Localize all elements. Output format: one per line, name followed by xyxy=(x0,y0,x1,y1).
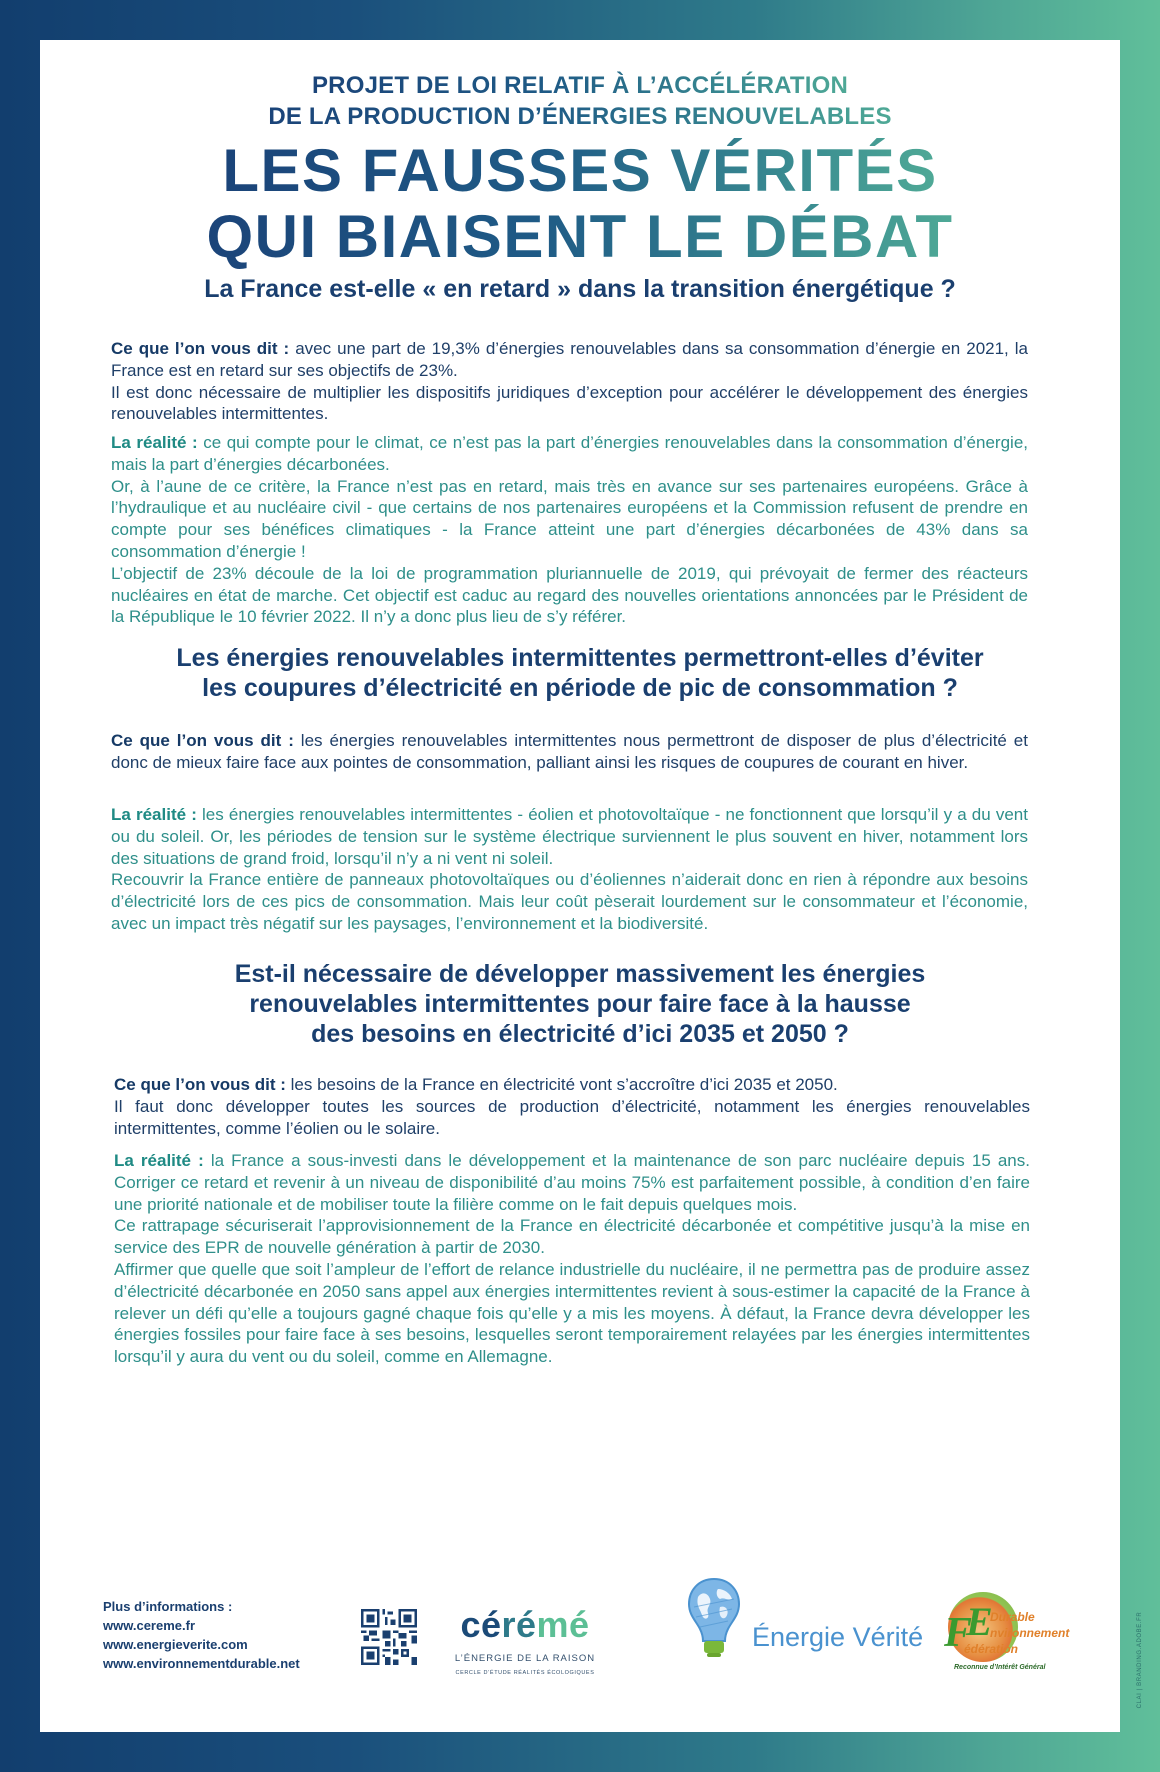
section-3-reality xyxy=(114,1150,1030,1368)
reality-text-3: Affirmer que quelle que soit l’ampleur de l’effort de relance industrielle du nucléaire, il ne permettra pas de produire assez d’électricité décarbonée en 2050 sans appel aux énergies intermittentes revient à sous-estimer la capacité de la France à relever un défi qu’elle a toujours gagné chaque fois qu’elle y a mis les moyens. À défaut, la France devra développer les énergies fossiles pour faire face à ses besoins, lesquelles seront temporairement relayées par les énergies intermittentes lorsqu’il y aura du vent ou du soleil, comme en Allemagne. xyxy=(114,1259,1030,1367)
reality-text-1: les énergies renouvelables intermittentes - éolien et photovoltaïque - ne fonctionnent que lorsqu’il y a du vent ou du soleil. Or, les périodes de tension sur le système électrique surviennent le plus souvent en hiver, notamment lors des situations de grand froid, lorsqu’il n’y a ni vent ni soleil. xyxy=(111,805,1028,868)
fed-word-environnement: nvironnement xyxy=(990,1626,1070,1640)
section-3-heading xyxy=(100,959,1060,1049)
said-text-1: les énergies renouvelables intermittentes nous permettront de disposer de plus d’électricité et donc de mieux faire face aux pointes de consommation, palliant ainsi les risques de coupures de courant en hiver. xyxy=(111,731,1028,772)
reality-text-1: la France a sous-investi dans le développement et la maintenance de son parc nucléaire depuis 15 ans. Corriger ce retard et revenir à un niveau de disponibilité d’au moins 75% est parfaitement possible, à condition d’en faire une priorité nationale et de mobiliser toute la filière comme on le fait depuis quelques mois. xyxy=(114,1151,1030,1214)
section-1-heading-line-1: La France est-elle « en retard » dans la transition énergétique ? xyxy=(204,275,956,303)
kicker-line-2: DE LA PRODUCTION D’ÉNERGIES RENOUVELABLES xyxy=(268,103,892,130)
more-info-label: Plus d’informations : xyxy=(103,1599,233,1614)
fed-recognition: Reconnue d’Intérêt Général xyxy=(954,1664,1046,1671)
reality-lead: La réalité : xyxy=(114,1151,204,1170)
section-2-heading-line-1: Les énergies renouvelables intermittentes permettront-elles d’éviter xyxy=(176,644,984,672)
reality-text-2: Ce rattrapage sécuriserait l’approvisionnement de la France en électricité décarbonée et compétitive jusqu’à la mise en service des EPR de nouvelle génération à partir de 2030. xyxy=(114,1216,1030,1258)
reality-text-3: L’objectif de 23% découle de la loi de programmation pluriannuelle de 2019, qui prévoyait de fermer des réacteurs nucléaires en état de marche. Cet objectif est caduc au regard des nouvelles orientations annoncées par le Président de la République le 10 février 2022. Il n’y a donc plus lieu de s’y référer. xyxy=(111,563,1028,627)
title-line-2: QUI BIAISENT LE DÉBAT xyxy=(206,203,954,270)
federation-logo xyxy=(940,1588,1090,1688)
link-cereme[interactable]: www.cereme.fr xyxy=(103,1618,196,1633)
kicker-line-1: PROJET DE LOI RELATIF À L’ACCÉLÉRATION xyxy=(311,72,849,99)
cereme-part-2: ré xyxy=(501,1604,537,1645)
link-energieverite[interactable]: www.energieverite.com xyxy=(103,1637,248,1652)
fed-letter-e: E xyxy=(966,1599,993,1644)
said-text-1: les besoins de la France en électricité vont s’accroître d’ici 2035 et 2050. xyxy=(290,1075,838,1094)
said-text-2: Il est donc nécessaire de multiplier les dispositifs juridiques d’exception pour accélérer le développement des énergies renouvelables intermittentes. xyxy=(111,382,1028,424)
cereme-wordmark xyxy=(450,1605,600,1645)
reality-text-2: Recouvrir la France entière de panneaux photovoltaïques ou d’éoliennes n’aiderait donc en rien à répondre aux besoins d’électricité lors de ces pics de consommation. Mais leur coût pèserait lourdement sur le consommateur et l’économie, avec un impact très négatif sur les paysages, l’environnement et la biodiversité. xyxy=(111,870,1028,933)
cereme-subtitle: CERCLE D’ÉTUDE RÉALITÉS ÉCOLOGIQUES xyxy=(455,1670,595,1676)
section-1-said xyxy=(111,338,1028,425)
section-1-reality xyxy=(111,432,1028,628)
section-3-said xyxy=(114,1074,1030,1139)
said-text-1: avec une part de 19,3% d’énergies renouvelables dans sa consommation d’énergie en 2021, la France est en retard sur ses objectifs de 23%. xyxy=(111,339,1028,380)
lightbulb-globe-icon xyxy=(686,1577,742,1661)
section-2-said xyxy=(111,730,1028,774)
fed-letter-f: F xyxy=(944,1610,973,1656)
cereme-part-1: cé xyxy=(460,1604,502,1645)
more-info xyxy=(103,1597,300,1673)
section-3-heading-line-1: Est-il nécessaire de développer massivement les énergies xyxy=(234,960,926,988)
said-lead: Ce que l’on vous dit : xyxy=(111,731,294,750)
poster-panel xyxy=(40,40,1120,1732)
reality-text-2: Or, à l’aune de ce critère, la France n’est pas en retard, mais très en avance sur ses partenaires européens. Grâce à l’hydraulique et au nucléaire civil - que certains de nos partenaires européens et la Commission refusent de prendre en compte pour ses bénéfices climatiques - la France atteint une part d’énergies décarbonées de 43% dans sa consommation d’énergie ! xyxy=(111,476,1028,561)
reality-lead: La réalité : xyxy=(111,433,198,452)
section-2-reality xyxy=(111,804,1028,935)
kicker xyxy=(40,70,1120,132)
said-text-2: Il faut donc développer toutes les sources de production d’électricité, notamment les énergies renouvelables intermittentes, comme l’éolien ou le solaire. xyxy=(114,1096,1030,1138)
section-2-heading xyxy=(100,643,1060,703)
page-title xyxy=(40,138,1120,270)
fed-word-durable: Durable xyxy=(990,1610,1035,1624)
section-2-heading-line-2: les coupures d’électricité en période de pic de consommation ? xyxy=(202,674,958,702)
qr-code-icon[interactable] xyxy=(361,1609,417,1665)
said-lead: Ce que l’on vous dit : xyxy=(114,1075,286,1094)
said-lead: Ce que l’on vous dit : xyxy=(111,339,290,358)
fed-word-federation: édération xyxy=(964,1642,1019,1656)
section-1-heading xyxy=(100,274,1060,304)
energie-verite-wordmark: Énergie Vérité xyxy=(752,1622,924,1652)
reality-text-1: ce qui compte pour le climat, ce n’est pas la part d’énergies renouvelables dans la consommation d’énergie, mais la part d’énergies décarbonées. xyxy=(111,433,1028,474)
link-environnementdurable[interactable]: www.environnementdurable.net xyxy=(103,1656,300,1671)
cereme-part-3: mé xyxy=(536,1604,590,1645)
reality-lead: La réalité : xyxy=(111,805,197,824)
cereme-logo xyxy=(450,1605,600,1676)
cereme-tagline: L’ÉNERGIE DE LA RAISON xyxy=(454,1653,596,1664)
title-line-1: LES FAUSSES VÉRITÉS xyxy=(222,137,938,204)
section-3-heading-line-2: renouvelables intermittentes pour faire face à la hausse xyxy=(249,990,911,1018)
section-3-heading-line-3: des besoins en électricité d’ici 2035 et 2050 ? xyxy=(311,1020,849,1048)
design-credit: CLAI | BRANDING.ADOBE.FR xyxy=(1137,1611,1143,1709)
